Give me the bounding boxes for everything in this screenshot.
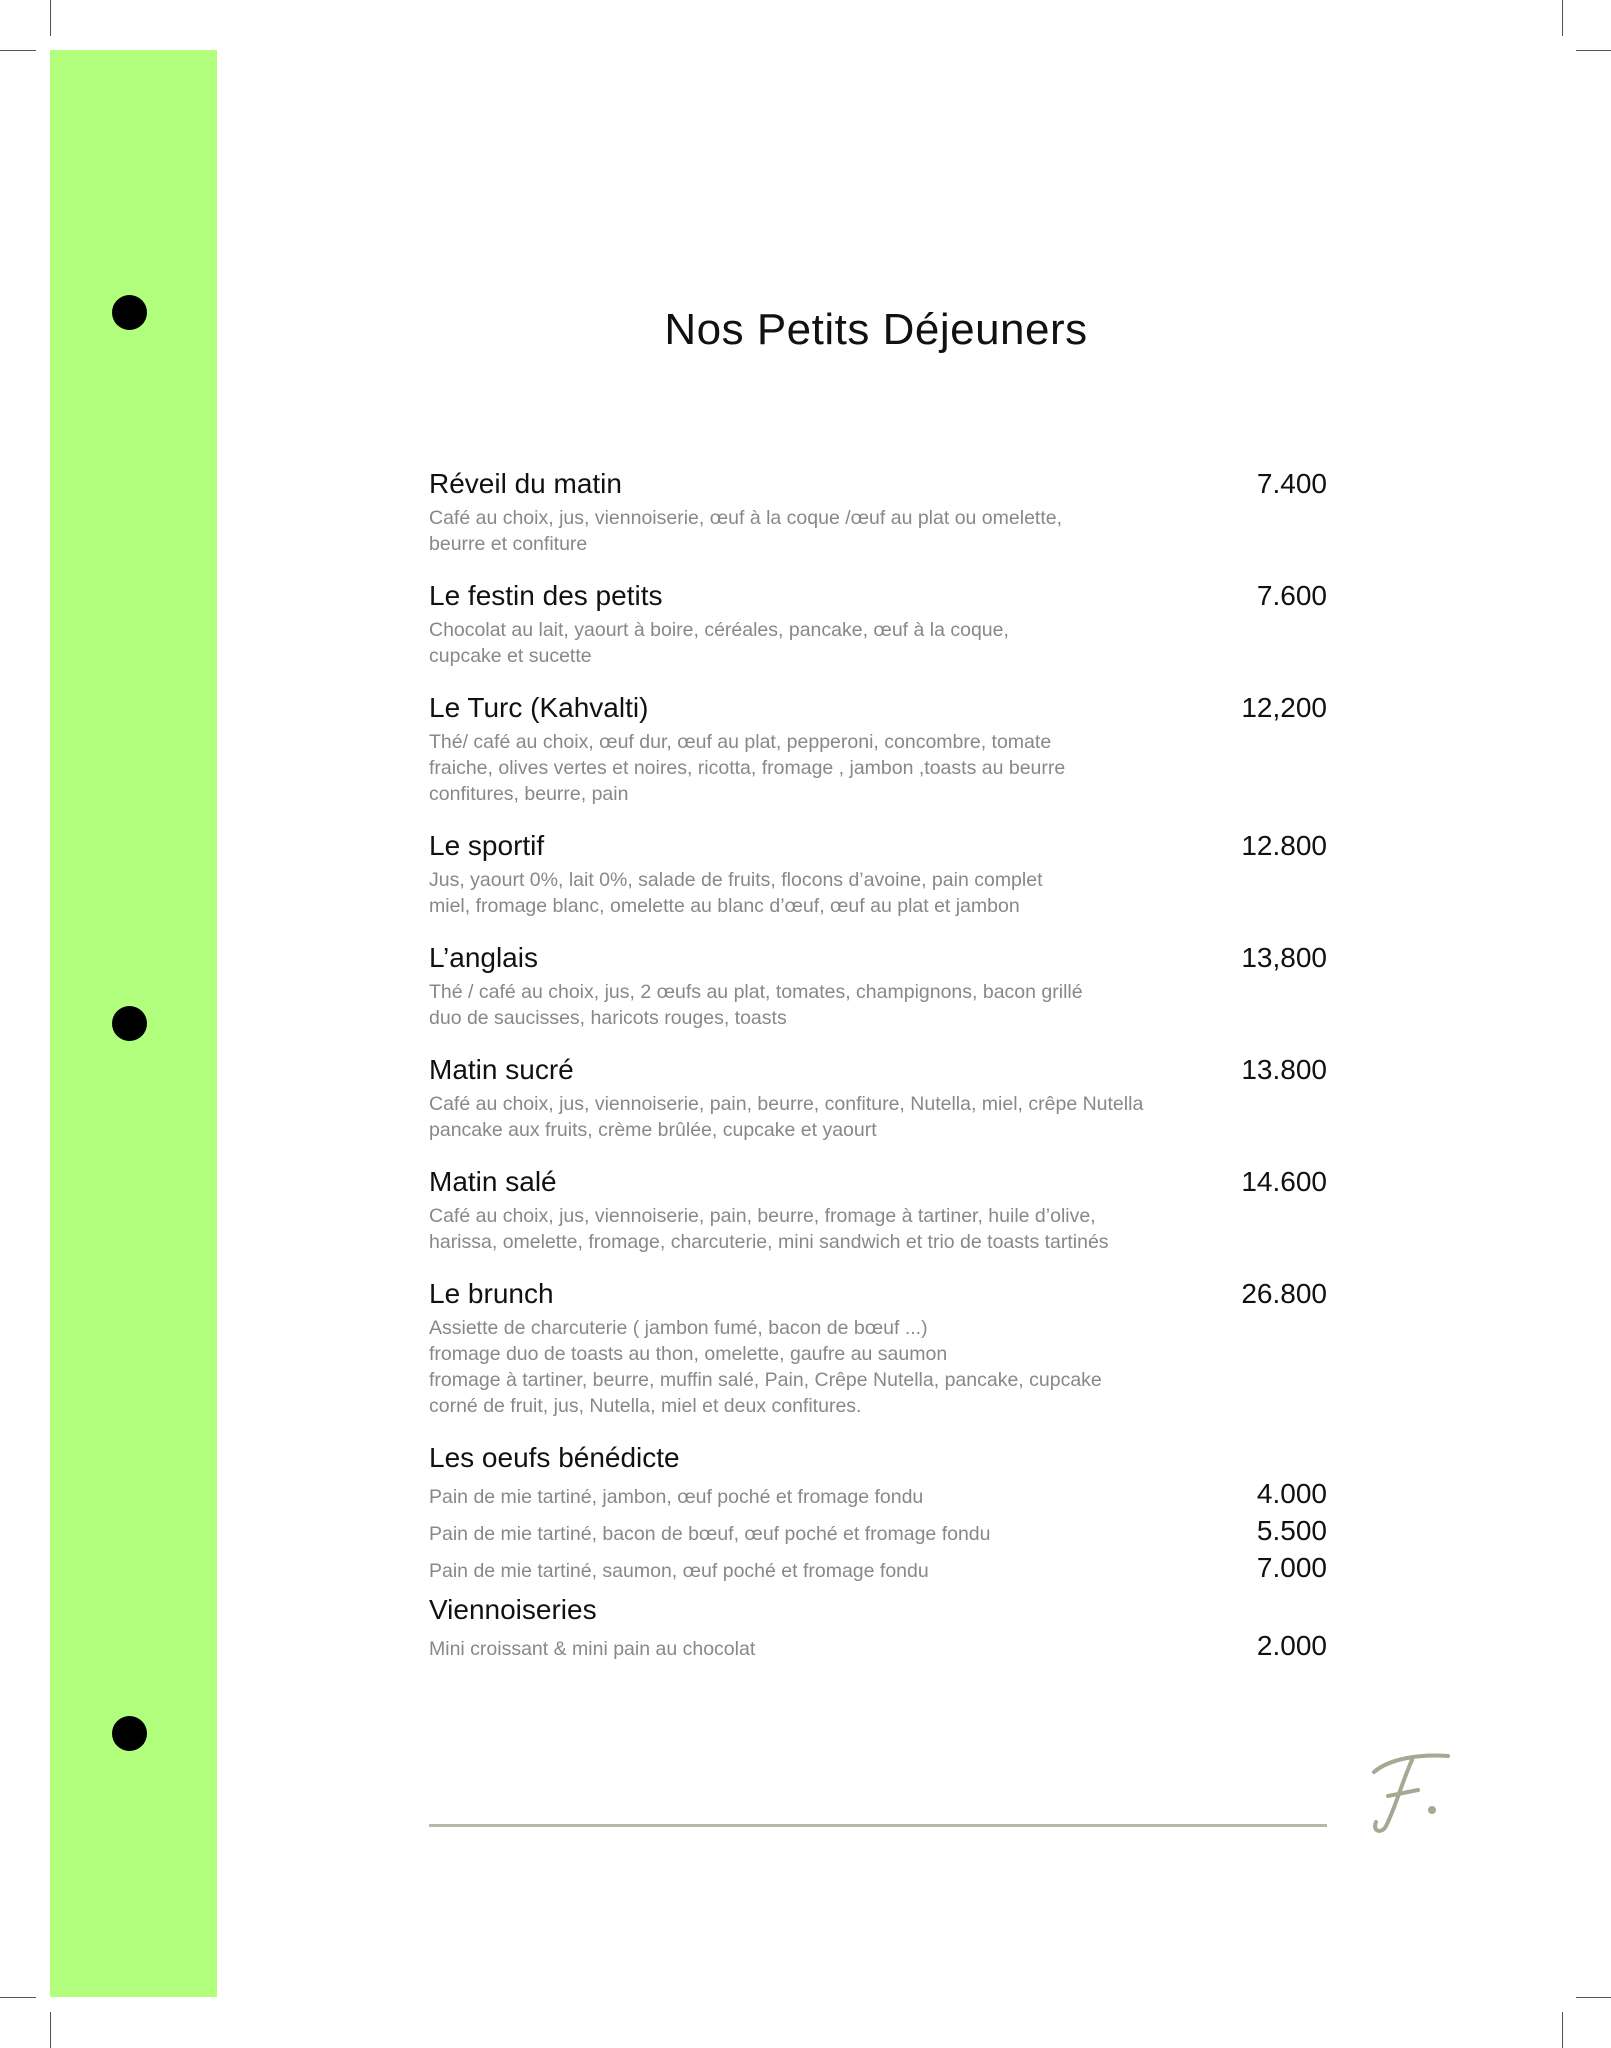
item-name: Matin salé — [429, 1166, 557, 1197]
desc-line: duo de saucisses, haricots rouges, toasts — [429, 1007, 787, 1029]
item-description — [429, 1315, 1229, 1419]
crop-mark — [0, 50, 36, 51]
menu-item-oeufs — [429, 1439, 1327, 1591]
desc-line: Thé/ café au choix, œuf dur, œuf au plat, pepperoni, concombre, tomate — [429, 731, 1052, 753]
item-name: Réveil du matin — [429, 468, 622, 499]
price-row — [429, 1477, 1327, 1514]
desc-line: Chocolat au lait, yaourt à boire, céréales, pancake, œuf à la coque, — [429, 619, 1009, 641]
crop-mark — [1576, 1997, 1611, 1998]
item-description — [429, 729, 1229, 807]
menu-item — [429, 1051, 1327, 1163]
row-price: 2.000 — [1256, 1630, 1327, 1661]
item-name: Le festin des petits — [429, 580, 663, 611]
desc-line: Thé / café au choix, jus, 2 œufs au plat, tomates, champignons, bacon grillé — [429, 981, 1083, 1003]
menu-item — [429, 827, 1327, 939]
item-description — [429, 617, 1229, 669]
crop-mark — [50, 0, 51, 36]
desc-line: Café au choix, jus, viennoiserie, pain, beurre, confiture, Nutella, miel, crêpe Nutella — [429, 1093, 1144, 1115]
row-description: Pain de mie tartiné, saumon, œuf poché et fromage fondu — [429, 1560, 929, 1582]
row-description: Pain de mie tartiné, bacon de bœuf, œuf poché et fromage fondu — [429, 1523, 991, 1545]
item-description — [429, 1203, 1229, 1255]
menu-item — [429, 577, 1327, 689]
item-price: 7.400 — [1256, 468, 1327, 499]
page-title: Nos Petits Déjeuners — [664, 305, 1088, 354]
desc-line: Café au choix, jus, viennoiserie, œuf à la coque /œuf au plat ou omelette, — [429, 507, 1063, 529]
desc-line: fromage à tartiner, beurre, muffin salé, Pain, Crêpe Nutella, pancake, cupcake — [429, 1369, 1102, 1391]
menu-item — [429, 465, 1327, 577]
desc-line: fromage duo de toasts au thon, omelette, gaufre au saumon — [429, 1343, 948, 1365]
crop-mark — [1562, 2012, 1563, 2048]
item-price: 13,800 — [1241, 942, 1327, 973]
item-name: Matin sucré — [429, 1054, 574, 1085]
binder-hole — [112, 1716, 147, 1751]
price-row — [429, 1629, 1327, 1666]
item-price: 14.600 — [1241, 1166, 1327, 1197]
crop-mark — [0, 1997, 36, 1998]
item-description — [429, 979, 1229, 1031]
menu-list — [429, 465, 1327, 1666]
price-row — [429, 1514, 1327, 1551]
desc-line: confitures, beurre, pain — [429, 783, 629, 805]
desc-line: beurre et confiture — [429, 533, 588, 555]
menu-item — [429, 1275, 1327, 1439]
crop-mark — [50, 2012, 51, 2048]
desc-line: harissa, omelette, fromage, charcuterie, mini sandwich et trio de toasts tartinés — [429, 1231, 1109, 1253]
item-price: 7.600 — [1256, 580, 1327, 611]
desc-line: cupcake et sucette — [429, 645, 592, 667]
desc-line: miel, fromage blanc, omelette au blanc d’œuf, œuf au plat et jambon — [429, 895, 1020, 917]
item-price: 12,200 — [1241, 692, 1327, 723]
bottom-divider — [429, 1824, 1327, 1827]
desc-line: Jus, yaourt 0%, lait 0%, salade de fruits, flocons d’avoine, pain complet — [429, 869, 1043, 891]
item-name: Le brunch — [429, 1278, 554, 1309]
item-description — [429, 867, 1229, 919]
desc-line: pancake aux fruits, crème brûlée, cupcake et yaourt — [429, 1119, 877, 1141]
row-price: 4.000 — [1256, 1478, 1327, 1509]
row-price: 7.000 — [1256, 1552, 1327, 1583]
crop-mark — [1562, 0, 1563, 36]
item-price: 13.800 — [1241, 1054, 1327, 1085]
item-description — [429, 505, 1229, 557]
binder-hole — [112, 1006, 147, 1041]
desc-line: corné de fruit, jus, Nutella, miel et deux confitures. — [429, 1395, 862, 1417]
menu-item-viennoiseries — [429, 1591, 1327, 1666]
item-name: Le sportif — [429, 830, 545, 861]
menu-item — [429, 689, 1327, 827]
row-description: Mini croissant & mini pain au chocolat — [429, 1638, 756, 1660]
desc-line: Café au choix, jus, viennoiserie, pain, beurre, fromage à tartiner, huile d’olive, — [429, 1205, 1096, 1227]
crop-mark — [1576, 50, 1611, 51]
desc-line: fraiche, olives vertes et noires, ricotta, fromage , jambon ,toasts au beurre — [429, 757, 1066, 779]
item-price: 12.800 — [1241, 830, 1327, 861]
desc-line: Assiette de charcuterie ( jambon fumé, bacon de bœuf ...) — [429, 1317, 928, 1339]
item-description — [429, 1091, 1229, 1143]
item-price: 26.800 — [1241, 1278, 1327, 1309]
item-name: L’anglais — [429, 942, 538, 973]
price-row — [429, 1551, 1327, 1588]
row-description: Pain de mie tartiné, jambon, œuf poché et fromage fondu — [429, 1486, 924, 1508]
item-name: Viennoiseries — [429, 1594, 597, 1625]
brand-logo-icon — [1362, 1748, 1452, 1838]
menu-item — [429, 939, 1327, 1051]
row-price: 5.500 — [1256, 1515, 1327, 1546]
binder-hole — [112, 295, 147, 330]
item-name: Le Turc (Kahvalti) — [429, 692, 649, 723]
item-name: Les oeufs bénédicte — [429, 1442, 680, 1473]
menu-item — [429, 1163, 1327, 1275]
